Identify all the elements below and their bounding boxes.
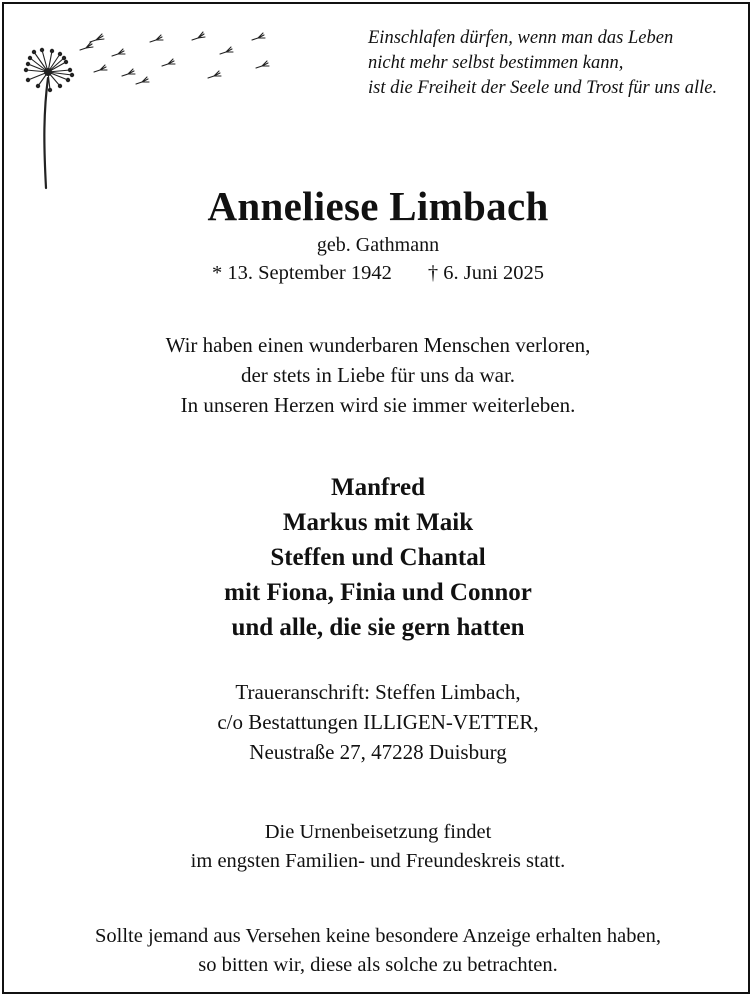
birth-date: * 13. September 1942: [211, 262, 392, 284]
birth-name: geb. Gathmann: [316, 234, 440, 256]
burial-info: [0, 818, 756, 876]
mourner-line: und alle, die sie gern hatten: [231, 614, 525, 641]
poem-line: Einschlafen dürfen, wenn man das Leben: [368, 28, 674, 48]
deceased-name: Anneliese Limbach: [207, 183, 549, 229]
address-line: Neustraße 27, 47228 Duisburg: [249, 740, 507, 764]
mourner-line: Markus mit Maik: [282, 509, 474, 536]
message-line: In unseren Herzen wird sie immer weiterleben.: [180, 393, 576, 417]
mourner-line: Steffen und Chantal: [270, 544, 486, 571]
life-dates: [0, 262, 756, 285]
death-date: † 6. Juni 2025: [427, 262, 545, 284]
address-line: Traueranschrift: Steffen Limbach,: [235, 680, 521, 704]
mourner-line: Manfred: [331, 474, 425, 501]
mourning-address: [0, 677, 756, 767]
notice-line: Sollte jemand aus Versehen keine besondere Anzeige erhalten haben,: [94, 925, 661, 947]
message-line: Wir haben einen wunderbaren Menschen verloren,: [165, 333, 591, 357]
dandelion-icon: [18, 20, 288, 195]
poem-line: nicht mehr selbst bestimmen kann,: [368, 53, 624, 73]
address-line: c/o Bestattungen ILLIGEN-VETTER,: [217, 710, 539, 734]
poem-line: ist die Freiheit der Seele und Trost für uns alle.: [368, 78, 718, 98]
poem: [368, 26, 738, 101]
mourners: [0, 470, 756, 645]
message-line: der stets in Liebe für uns da war.: [240, 363, 516, 387]
burial-line: Die Urnenbeisetzung findet: [264, 821, 492, 843]
memorial-message: [0, 330, 756, 420]
burial-line: im engsten Familien- und Freundeskreis statt.: [190, 850, 566, 872]
notice: [0, 922, 756, 980]
mourner-line: mit Fiona, Finia und Connor: [224, 579, 532, 606]
notice-line: so bitten wir, diese als solche zu betrachten.: [198, 954, 558, 976]
